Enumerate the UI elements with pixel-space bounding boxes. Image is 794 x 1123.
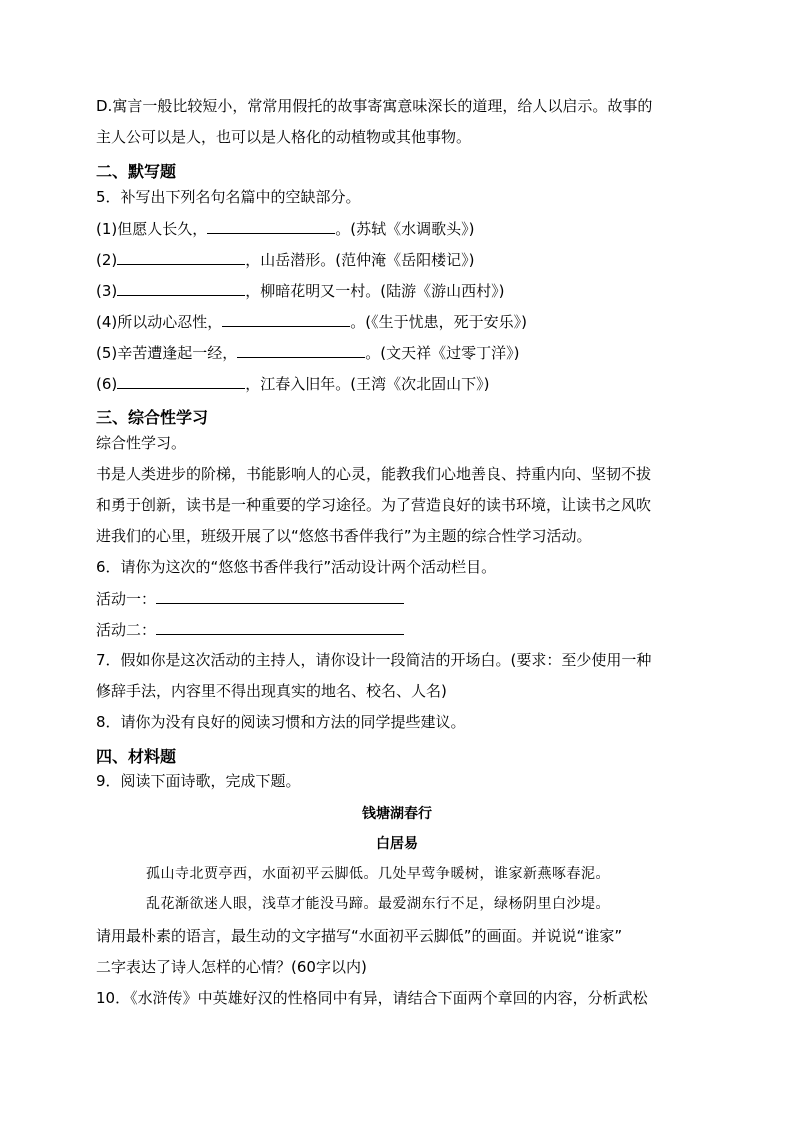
dictation-item-6-suffix: ，江春入旧年。(王湾《次北固山下》) bbox=[245, 375, 490, 393]
answer-blank-5[interactable] bbox=[237, 342, 365, 358]
question-9-prompt-line-2: 二字表达了诗人怎样的心情？(60字以内) bbox=[96, 958, 367, 976]
answer-blank-3[interactable] bbox=[117, 280, 245, 296]
activity-2-blank[interactable] bbox=[156, 619, 404, 635]
section-heading-comprehensive: 三、综合性学习 bbox=[96, 408, 209, 427]
poem-line-2: 乱花渐欲迷人眼，浅草才能没马蹄。最爱湖东行不足，绿杨阴里白沙堤。 bbox=[146, 896, 610, 912]
question-7-line-2: 修辞手法，内容里不得出现真实的地名、校名、人名) bbox=[96, 682, 447, 700]
poem-title: 钱塘湖春行 bbox=[362, 806, 432, 822]
dictation-item-4-suffix: 。(《生于忧患，死于安乐》) bbox=[350, 313, 527, 331]
dictation-item-6 bbox=[96, 373, 489, 394]
dictation-item-1-suffix: 。(苏轼《水调歌头》) bbox=[335, 220, 475, 238]
question-9: 9．阅读下面诗歌，完成下题。 bbox=[96, 772, 301, 790]
dictation-item-4-prefix: (4)所以动心忍性， bbox=[96, 313, 223, 331]
comprehensive-para-1: 书是人类进步的阶梯，书能影响人的心灵，能教我们心地善良、持重内向、坚韧不拔 bbox=[96, 465, 652, 483]
dictation-item-5-suffix: 。(文天祥《过零丁洋》) bbox=[365, 344, 520, 362]
section-heading-material: 四、材料题 bbox=[96, 747, 177, 766]
dictation-item-5 bbox=[96, 342, 519, 363]
comprehensive-para-2: 和勇于创新，读书是一种重要的学习途径。为了营造良好的读书环境，让读书之风吹 bbox=[96, 496, 652, 514]
activity-2-row bbox=[96, 619, 404, 640]
dictation-item-3 bbox=[96, 280, 504, 301]
dictation-item-2-prefix: (2) bbox=[96, 251, 118, 269]
activity-1-row bbox=[96, 588, 404, 609]
question-8: 8．请你为没有良好的阅读习惯和方法的同学提些建议。 bbox=[96, 713, 466, 731]
poem-line-1: 孤山寺北贾亭西，水面初平云脚低。几处早莺争暖树，谁家新燕啄春泥。 bbox=[146, 866, 610, 882]
dictation-item-5-prefix: (5)辛苦遭逢起一经， bbox=[96, 344, 238, 362]
comprehensive-subtitle: 综合性学习。 bbox=[96, 434, 187, 452]
question-6: 6．请你为这次的“悠悠书香伴我行”活动设计两个活动栏目。 bbox=[96, 558, 497, 576]
dictation-item-1-prefix: (1)但愿人长久， bbox=[96, 220, 208, 238]
question-9-prompt-line-1: 请用最朴素的语言，最生动的文字描写“水面初平云脚低”的画面。并说说“谁家” bbox=[96, 927, 623, 945]
dictation-item-1 bbox=[96, 218, 474, 239]
dictation-item-2 bbox=[96, 249, 474, 270]
dictation-item-3-suffix: ，柳暗花明又一村。(陆游《游山西村》) bbox=[245, 282, 505, 300]
question-10: 10．《水浒传》中英雄好汉的性格同中有异，请结合下面两个章回的内容，分析武松 bbox=[96, 989, 648, 1007]
dictation-item-6-prefix: (6) bbox=[96, 375, 118, 393]
dictation-item-4 bbox=[96, 311, 527, 332]
section-heading-dictation: 二、默写题 bbox=[96, 162, 177, 181]
activity-1-label: 活动一： bbox=[96, 590, 157, 608]
intro-line-1: D.寓言一般比较短小，常常用假托的故事寄寓意味深长的道理，给人以启示。故事的 bbox=[96, 97, 653, 115]
answer-blank-2[interactable] bbox=[117, 249, 245, 265]
comprehensive-para-3: 进我们的心里，班级开展了以“悠悠书香伴我行”为主题的综合性学习活动。 bbox=[96, 527, 592, 545]
answer-blank-4[interactable] bbox=[222, 311, 350, 327]
intro-line-2: 主人公可以是人，也可以是人格化的动植物或其他事物。 bbox=[96, 128, 472, 146]
question-7-line-1: 7．假如你是这次活动的主持人，请你设计一段简洁的开场白。(要求：至少使用一种 bbox=[96, 651, 652, 669]
dictation-item-3-prefix: (3) bbox=[96, 282, 118, 300]
question-5: 5．补写出下列名句名篇中的空缺部分。 bbox=[96, 188, 361, 206]
activity-2-label: 活动二： bbox=[96, 621, 157, 639]
poem-author: 白居易 bbox=[376, 836, 418, 852]
answer-blank-6[interactable] bbox=[117, 373, 245, 389]
answer-blank-1[interactable] bbox=[207, 218, 335, 234]
dictation-item-2-suffix: ，山岳潜形。(范仲淹《岳阳楼记》) bbox=[245, 251, 475, 269]
activity-1-blank[interactable] bbox=[156, 588, 404, 604]
